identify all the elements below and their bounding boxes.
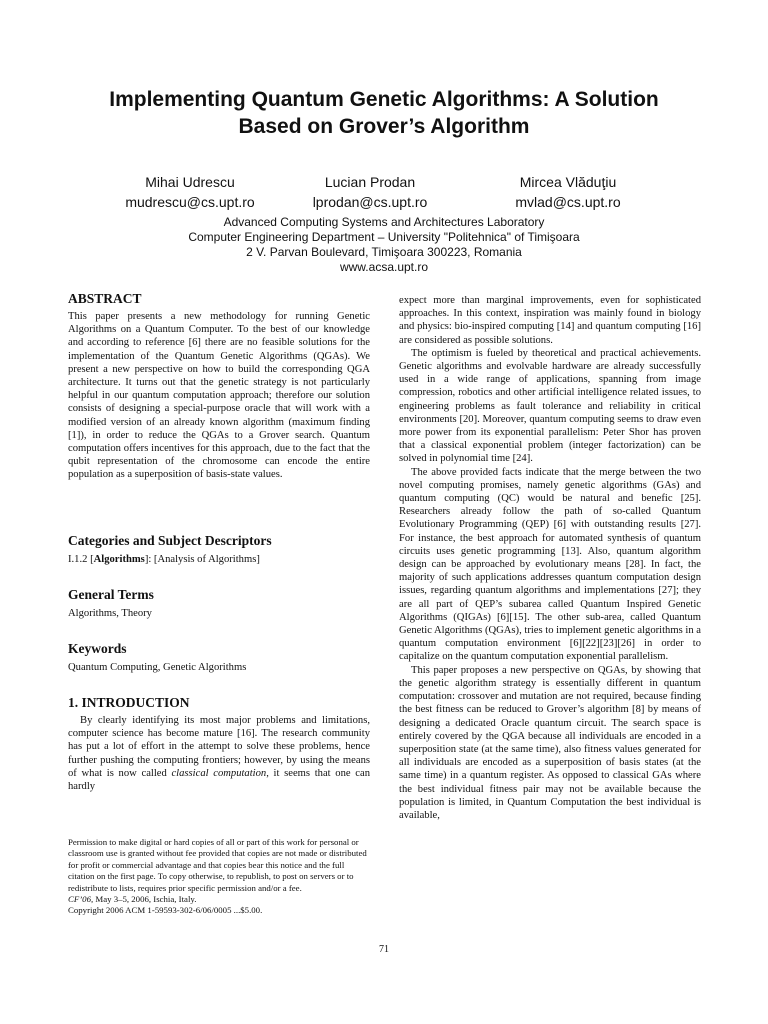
- copyright-line: Copyright 2006 ACM 1-59593-302-6/06/0005 ...$5.00.: [68, 905, 263, 916]
- conference-line: [68, 894, 370, 905]
- permission-footnote: [68, 837, 370, 917]
- affiliation-department: Computer Engineering Department – University "Politehnica" of Timişoara: [188, 230, 580, 244]
- author-name: Mihai Udrescu: [145, 174, 235, 190]
- affiliation-website: www.acsa.upt.ro: [339, 260, 429, 274]
- conference-name: CF’06,: [68, 894, 94, 905]
- author-email: mvlad@cs.upt.ro: [515, 194, 621, 210]
- introduction-heading: 1. INTRODUCTION: [68, 695, 190, 710]
- keywords-text: Quantum Computing, Genetic Algorithms: [68, 662, 247, 673]
- conference-details: May 3–5, 2006, Ischia, Italy.: [93, 894, 197, 905]
- title-line-2: Based on Grover’s Algorithm: [238, 115, 530, 138]
- keywords-heading: Keywords: [68, 641, 127, 656]
- intro-text-part: , it seems that one can hardly: [68, 767, 370, 793]
- author-email: mudrescu@cs.upt.ro: [125, 194, 255, 210]
- general-terms-text: Algorithms, Theory: [68, 608, 152, 619]
- general-terms-heading: General Terms: [68, 587, 154, 602]
- title-line-1: Implementing Quantum Genetic Algorithms: A Solution: [109, 88, 659, 111]
- categories-section: [68, 532, 370, 566]
- author-2: [270, 172, 470, 212]
- categories-bold: Algorithms: [93, 554, 145, 565]
- categories-text: [68, 553, 370, 566]
- paragraph: This paper proposes a new perspective on QGAs, by showing that the genetic algorithm strategy is essentially different in quantum computation: crossover and mutation are not required, because finding the best fitness can be reduced to Grover’s algorithm [8] by means of designing a dedicated Oracle quantum circuit. The search space is entirely covered by the QGA because all individuals are encoded in a superposition state (at the same time), also fitness values generated for all individuals are encoded as a superposition of basis states (at the same time) in a quantum register. As opposed to classical GAs where the best individual fitness pair may not be available because the population is limited, in Quantum Computation the best individual is available,: [399, 664, 701, 821]
- author-email: lprodan@cs.upt.ro: [312, 194, 428, 210]
- page-number: 71: [379, 944, 389, 955]
- abstract-section: [68, 290, 370, 482]
- abstract-text: This paper presents a new methodology for running Genetic Algorithms on a Quantum Computer. To the best of our knowledge and according to reference [6] there are no feasible solutions for the implementation of the Quantum Genetic Algorithms (QGAs). We present a new perspective on how to build the corresponding QGA architecture. It turns out that the genetic strategy is not particularly helpful in our quantum computation approach; therefore our solution consists of designing a special-purpose oracle that will work with a modified version of an already known algorithm (maximum finding [1]), in order to reduce the QGAs to a Grover search. Quantum computation offers incentives for this approach, due to the fact that the qubit representation of the chromosome can encode the entire population as a superposition of basis-state values.: [68, 311, 370, 481]
- author-name: Lucian Prodan: [324, 174, 416, 190]
- paragraph: expect more than marginal improvements, even for sophisticated approaches. In this context, inspiration was mainly found in biology and physics: bio-inspired computing [14] and quantum computing [16] are considered as possible solutions.: [399, 295, 701, 346]
- keywords-section: [68, 640, 370, 674]
- intro-text-part: By clearly identifying its most major problems and limitations, computer science has become mature [16]. The research community has put a lot of effort in the attempt to solve these problems, hence further pushing the computing frontiers; however, by using the means of what is now called: [68, 715, 370, 779]
- right-column: [399, 294, 701, 822]
- paper-title: [60, 86, 708, 140]
- paragraph: The above provided facts indicate that the merge between the two novel computing promises, namely genetic algorithms (GAs) and quantum computing (QC) would be natural and benefic [25]. Researchers already follow the path of so-called Quantum Evolutionary Programming (QEP) [6] with outstanding results [27]. For instance, the best approach for automated synthesis of quantum circuits uses genetic programming [13]. Also, quantum algorithm design can be approached by evolutionary means [28]. In fact, the majority of such applications addresses quantum computation design issues, regarding quantum algorithms and implementations [27]; they are all part of QEP’s subarea called Quantum Inspired Genetic Algorithms (QIGAs) [6][15]. The other sub-area, called Quantum Genetic Algorithms (QGAs), tries to implement genetic algorithms in a quantum computation environment [6][22][23][26] in order to capitalize on the quantum computation exponential parallelism.: [399, 466, 701, 663]
- permission-text: Permission to make digital or hard copies of all or part of this work for personal or classroom use is granted without fee provided that copies are not made or distributed for profit or commercial advantage and that copies bear this notice and the full citation on the first page. To copy otherwise, to republish, to post on servers or to redistribute to lists, requires prior specific permission and/or a fee.: [68, 837, 367, 893]
- introduction-section: [68, 694, 370, 793]
- categories-heading: Categories and Subject Descriptors: [68, 533, 272, 548]
- affiliation-lab: Advanced Computing Systems and Architectures Laboratory: [223, 215, 545, 229]
- author-3: [468, 172, 668, 212]
- categories-prefix: I.1.2 [: [68, 554, 94, 565]
- introduction-text: [68, 714, 370, 793]
- general-terms-section: [68, 586, 370, 620]
- intro-italic-term: classical computation: [171, 767, 267, 779]
- categories-suffix: ]: [Analysis of Algorithms]: [144, 554, 260, 565]
- author-name: Mircea Vlăduţiu: [519, 174, 617, 190]
- affiliation: [120, 215, 648, 275]
- affiliation-address: 2 V. Parvan Boulevard, Timişoara 300223, Romania: [246, 245, 522, 259]
- paragraph: The optimism is fueled by theoretical and practical achievements. Genetic algorithms and evolvable hardware are already successfully used in a wide range of applications, spanning from image compression, robotics and other artificial intelligence related issues, to engineering problems as fault tolerance and reliability in critical environments [20]. Moreover, quantum computing seems to draw even more power from its exponential parallelism: Peter Shor has proven that a classical exponential problem (integer factorization) can be solved in polynomial time [24].: [399, 347, 701, 465]
- author-1: [90, 172, 290, 212]
- abstract-heading: ABSTRACT: [68, 291, 142, 306]
